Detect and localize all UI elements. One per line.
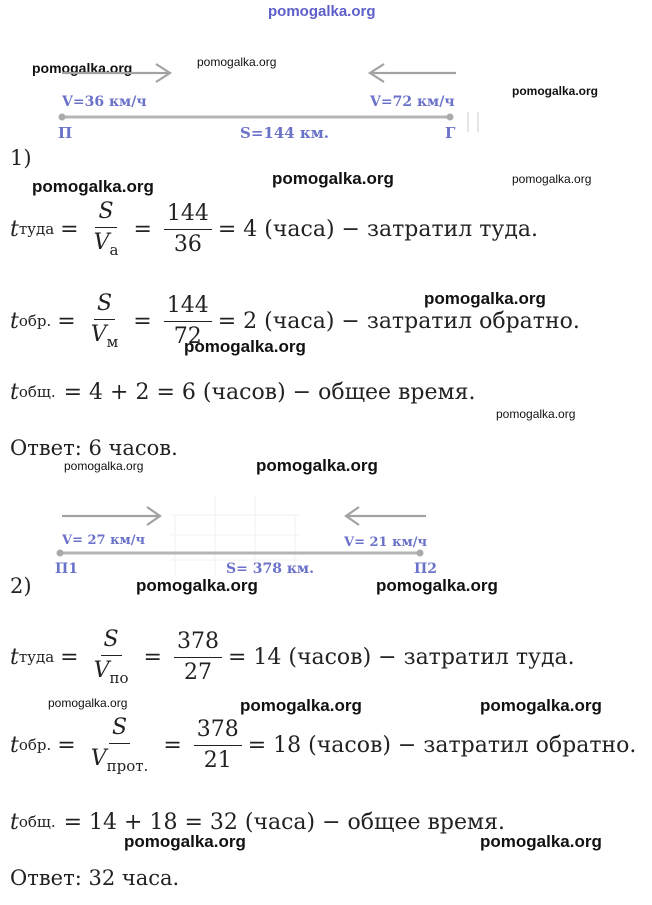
arrow-left-icon bbox=[346, 507, 426, 525]
subscript: туда bbox=[18, 220, 55, 238]
numerator: 378 bbox=[194, 717, 242, 745]
motion-diagram-2 bbox=[0, 490, 652, 580]
equation-time-back-1 bbox=[10, 288, 580, 354]
watermark[interactable]: pomogalka.org bbox=[184, 337, 306, 356]
denominator: 21 bbox=[203, 747, 232, 773]
symbol-v: V bbox=[90, 321, 107, 347]
watermark[interactable]: pomogalka.org bbox=[124, 832, 246, 851]
equation-time-there-1 bbox=[10, 196, 538, 262]
subscript: обр. bbox=[18, 312, 52, 330]
fraction-values bbox=[174, 629, 222, 685]
point-left-label: П1 bbox=[55, 561, 78, 577]
equation-result: = 18 (часов) − затратил обратно. bbox=[247, 732, 637, 758]
symbol-t: t bbox=[10, 732, 19, 758]
watermark[interactable]: pomogalka.org bbox=[480, 696, 602, 715]
numerator: 378 bbox=[174, 629, 222, 657]
subscript: по bbox=[109, 668, 129, 687]
watermark[interactable]: pomogalka.org bbox=[272, 169, 394, 188]
watermark[interactable]: pomogalka.org bbox=[48, 696, 128, 710]
symbol-s: S bbox=[96, 291, 113, 317]
point-marker bbox=[59, 114, 66, 121]
equation-result: = 2 (часа) − затратил обратно. bbox=[217, 308, 580, 334]
watermark[interactable]: pomogalka.org bbox=[480, 832, 602, 851]
denominator: 27 bbox=[183, 659, 212, 685]
watermark[interactable]: pomogalka.org bbox=[512, 84, 599, 98]
equals-sign: = bbox=[143, 644, 162, 670]
arrow-left-icon bbox=[370, 64, 456, 82]
fraction-values bbox=[164, 201, 212, 257]
symbol-v: V bbox=[93, 229, 110, 255]
watermark-top[interactable]: pomogalka.org bbox=[268, 3, 376, 20]
fraction-formula bbox=[91, 199, 122, 259]
fraction-formula bbox=[88, 715, 152, 775]
watermark[interactable]: pomogalka.org bbox=[136, 576, 258, 595]
watermark[interactable]: pomogalka.org bbox=[256, 456, 378, 475]
symbol-t: t bbox=[10, 216, 19, 242]
arrow-right-icon bbox=[62, 64, 170, 82]
answer-2: Ответ: 32 часа. bbox=[10, 866, 180, 890]
fraction-values bbox=[164, 293, 212, 349]
part-1-number: 1) bbox=[10, 146, 32, 170]
equals-sign: = bbox=[60, 216, 79, 242]
symbol-s: S bbox=[103, 627, 119, 653]
speed-left-label: V=36 км/ч bbox=[62, 94, 147, 110]
fraction-formula bbox=[88, 291, 122, 351]
subscript: м bbox=[106, 332, 119, 351]
subscript: обр. bbox=[18, 736, 52, 754]
symbol-s: S bbox=[98, 199, 114, 225]
equation-expression: = 4 + 2 = 6 (часов) − общее время. bbox=[63, 379, 476, 405]
watermark[interactable]: pomogalka.org bbox=[197, 55, 277, 69]
equals-sign: = bbox=[57, 732, 76, 758]
numerator: 144 bbox=[164, 293, 212, 321]
symbol-t: t bbox=[10, 308, 19, 334]
denominator: 36 bbox=[173, 231, 202, 257]
watermark[interactable]: pomogalka.org bbox=[376, 576, 498, 595]
point-marker bbox=[417, 550, 424, 557]
answer-1: Ответ: 6 часов. bbox=[10, 436, 178, 460]
watermark[interactable]: pomogalka.org bbox=[496, 407, 576, 421]
point-marker bbox=[447, 114, 454, 121]
subscript: общ. bbox=[18, 383, 56, 401]
equation-time-back-2 bbox=[10, 712, 636, 778]
symbol-t: t bbox=[10, 379, 19, 405]
watermark[interactable]: pomogalka.org bbox=[64, 459, 144, 473]
symbol-v: V bbox=[90, 745, 107, 771]
speed-left-label: V= 27 км/ч bbox=[62, 533, 146, 548]
speed-right-label: V= 21 км/ч bbox=[344, 535, 428, 550]
subscript: общ. bbox=[18, 813, 56, 831]
equation-total-1 bbox=[10, 374, 476, 410]
equals-sign: = bbox=[163, 732, 182, 758]
speed-right-label: V=72 км/ч bbox=[370, 94, 455, 110]
subscript: прот. bbox=[106, 756, 149, 775]
distance-label: S=144 км. bbox=[240, 124, 330, 142]
fraction-values bbox=[194, 717, 242, 773]
subscript: а bbox=[109, 240, 119, 259]
equals-sign: = bbox=[133, 216, 152, 242]
point-marker bbox=[57, 550, 64, 557]
equation-total-2 bbox=[10, 804, 505, 840]
arrow-right-icon bbox=[62, 507, 160, 525]
equals-sign: = bbox=[57, 308, 76, 334]
symbol-t: t bbox=[10, 809, 19, 835]
equation-result: = 4 (часа) − затратил туда. bbox=[217, 216, 539, 242]
symbol-t: t bbox=[10, 644, 19, 670]
equation-expression: = 14 + 18 = 32 (часа) − общее время. bbox=[63, 809, 505, 835]
watermark[interactable]: pomogalka.org bbox=[32, 177, 154, 196]
numerator: 144 bbox=[164, 201, 212, 229]
point-right-label: П2 bbox=[414, 561, 437, 577]
symbol-s: S bbox=[111, 715, 128, 741]
watermark[interactable]: pomogalka.org bbox=[424, 289, 546, 308]
equals-sign: = bbox=[133, 308, 152, 334]
symbol-v: V bbox=[93, 657, 110, 683]
distance-label: S= 378 км. bbox=[226, 561, 314, 577]
subscript: туда bbox=[18, 648, 55, 666]
watermark[interactable]: pomogalka.org bbox=[240, 696, 362, 715]
part-2-number: 2) bbox=[10, 574, 32, 598]
point-right-label: Г bbox=[445, 124, 456, 142]
denominator: 72 bbox=[173, 323, 202, 349]
equation-time-there-2 bbox=[10, 624, 575, 690]
motion-diagram-1 bbox=[0, 55, 652, 145]
watermark[interactable]: pomogalka.org bbox=[512, 172, 592, 186]
equation-result: = 14 (часов) − затратил туда. bbox=[227, 644, 575, 670]
point-left-label: П bbox=[58, 124, 73, 142]
watermark[interactable]: pomogalka.org bbox=[32, 60, 133, 76]
fraction-formula bbox=[91, 627, 132, 687]
equals-sign: = bbox=[60, 644, 79, 670]
